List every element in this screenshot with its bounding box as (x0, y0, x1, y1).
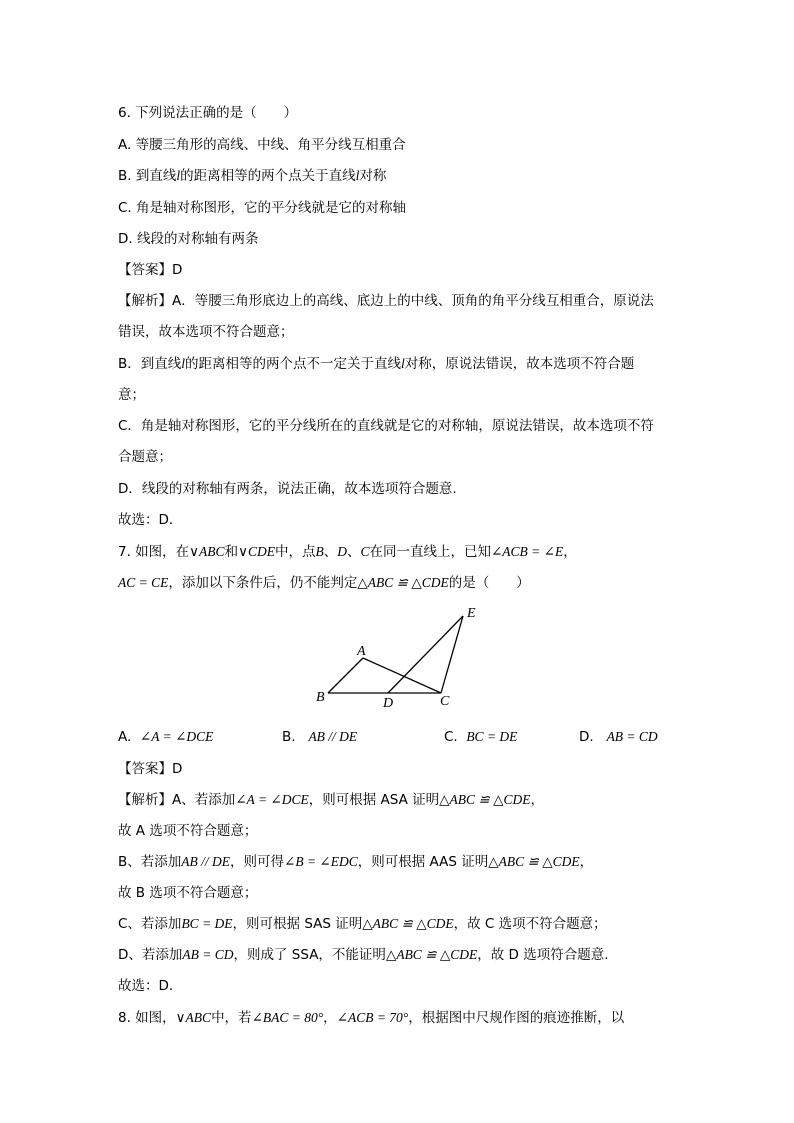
q6-explanation-line: D．线段的对称轴有两条，说法正确，故本选项符合题意. (118, 481, 457, 497)
q6-option-b: B. 到直线l的距离相等的两个点关于直线l对称 (118, 168, 387, 184)
q7-explanation-line: C、若添加BC = DE，则可根据 SAS 证明△ABC ≌ △CDE，故 C 选项不符合题意； (118, 916, 607, 932)
q6-option-d: D. 线段的对称轴有两条 (118, 231, 259, 247)
q7-option-d: D. AB = CD (579, 729, 658, 745)
q6-explanation-line: 【解析】A．等腰三角形底边上的高线、底边上的中线、顶角的角平分线互相重合，原说法 (118, 293, 654, 309)
q7-explanation-line: B、若添加AB // DE，则可得∠B = ∠EDC，则可根据 AAS 证明△ABC ≌ △CDE， (118, 854, 594, 870)
q7-option-b: B. AB // DE (282, 729, 358, 745)
q6-explanation-line: 错误，故本选项不符合题意； (118, 324, 294, 340)
q7-stem: AC = CE，添加以下条件后，仍不能判定△ABC ≌ △CDE的是（ ） (118, 575, 530, 591)
q7-triangle-figure (310, 600, 490, 715)
q8-stem: 8. 如图，∨ABC中，若∠BAC = 80°，∠ACB = 70°，根据图中尺规作图的痕迹推断，以 (118, 1010, 625, 1026)
q6-stem: 6. 下列说法正确的是（ ） (118, 105, 298, 121)
q6-option-c: C. 角是轴对称图形，它的平分线就是它的对称轴 (118, 200, 407, 216)
q6-explanation-line: 合题意； (118, 449, 172, 465)
q7-option-c: C. BC = DE (444, 729, 518, 745)
q7-option-a: A. ∠A = ∠DCE (118, 729, 214, 745)
point-label-b: B (316, 690, 325, 705)
q7-explanation-line: 故选：D. (118, 978, 174, 994)
q7-explanation-line: 故 B 选项不符合题意； (118, 885, 258, 901)
segment-ab (328, 658, 363, 693)
q6-option-a: A. 等腰三角形的高线、中线、角平分线互相重合 (118, 137, 406, 153)
point-label-c: C (440, 694, 450, 709)
q7-explanation-line: 故 A 选项不符合题意； (118, 823, 258, 839)
q6-answer: 【答案】D (118, 262, 183, 278)
point-label-e: E (467, 606, 476, 621)
q7-answer: 【答案】D (118, 761, 183, 777)
q7-explanation-line: 【解析】A、若添加∠A = ∠DCE，则可根据 ASA 证明△ABC ≌ △CDE， (118, 792, 544, 808)
q6-explanation-line: B．到直线l的距离相等的两个点不一定关于直线l对称，原说法错误，故本选项不符合题 (118, 356, 635, 372)
q7-stem: 7. 如图，在∨ABC和∨CDE中，点B、D、C在同一直线上，已知∠ACB = ∠E， (118, 544, 577, 560)
point-label-a: A (357, 644, 366, 659)
segment-ac (363, 658, 441, 693)
point-label-d: D (383, 696, 394, 711)
q6-explanation-line: 意； (118, 387, 145, 403)
q6-explanation-line: 故选：D． (118, 512, 183, 528)
q7-explanation-line: D、若添加AB = CD，则成了 SSA，不能证明△ABC ≌ △CDE，故 D 选项符合题意. (118, 947, 609, 963)
q6-explanation-line: C．角是轴对称图形，它的平分线所在的直线就是它的对称轴，原说法错误，故本选项不符 (118, 418, 654, 434)
